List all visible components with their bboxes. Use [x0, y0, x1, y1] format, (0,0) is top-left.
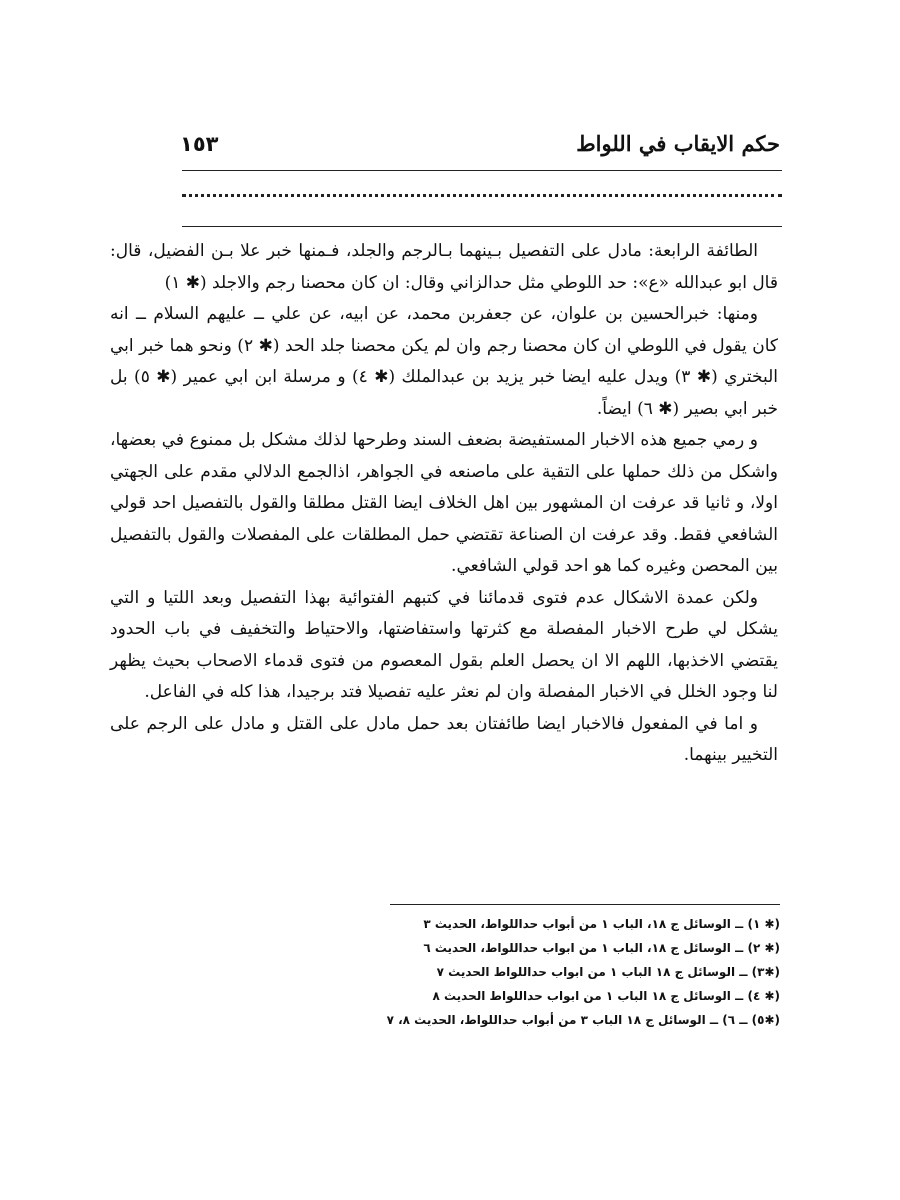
footnote: (✱٣) ــ الوسائل ج ١٨ الباب ١ من ابواب حداللواط الحديث ٧	[436, 965, 780, 979]
paragraph: و اما في المفعول فالاخبار ايضا طائفتان بعد حمل مادل على القتل و مادل على الرجم على التخيير بينهما.	[110, 713, 778, 765]
page-number: ١٥٣	[180, 132, 219, 156]
footnote: (✱ ٤) ــ الوسائل ج ١٨ الباب ١ من ابواب حداللواط الحديث ٨	[432, 989, 780, 1003]
paragraph: ومنها: خبرالحسين بن علوان، عن جعفربن محمد، عن ابيه، عن علي ــ عليهم السلام ــ انه كان يقول في اللوطي ان كان محصنا رجم وان لم يكن محصنا جلد الحد (✱ ٢) ونحو هما خبر ابي البختري (✱ ٣) ويدل عليه ايضا خبر يزيد بن عبدالملك (✱ ٤) و مرسلة ابن ابي عمير (✱ ٥) بل خبر ابي بصير (✱ ٦) ايضاً.	[110, 304, 779, 419]
footnotes	[300, 912, 780, 1032]
page-title: حكم الايقاب في اللواط	[576, 131, 780, 156]
dotted-separator	[182, 194, 782, 197]
paragraph: و رمي جميع هذه الاخبار المستفيضة بضعف السند وطرحها لذلك مشكل بل ممنوع في بعضها، واشكل من ذلك حملها على التقية على ماصنعه في الجواهر، اذالجمع الدلالي مقدم على الجهتي اولا، و ثانيا قد عرفت ان المشهور بين اهل الخلاف ايضا القتل مطلقا والقول بالتفصيل احد قولي الشافعي فقط. وقد عرفت ان الصناعة تقتضي حمل المطلقات على المفصلات والقول بالتفصيل بين المحصن وغيره كما هو احد قولي الشافعي.	[110, 430, 778, 576]
footnote-rule	[390, 904, 780, 905]
header-rule	[182, 170, 782, 171]
running-header	[180, 128, 780, 164]
paragraph: ولكن عمدة الاشكال عدم فتوى قدمائنا في كتبهم الفتوائية بهذا التفصيل وبعد اللتيا و التي يشكل لي طرح الاخبار المفصلة مع كثرتها واستفاضتها، والاحتياط والتخفيف في باب الحدود يقتضي الاخذبها، اللهم الا ان يحصل العلم بقول المعصوم من فتوى قدماء الاصحاب بحيث يظهر لنا وجود الخلل في الاخبار المفصلة وان لم نعثر عليه تفصيلا فتد برجيدا، هذا كله في الفاعل.	[110, 587, 778, 702]
separator-rule	[182, 226, 782, 227]
footnote: (✱ ١) ــ الوسائل ج ١٨، الباب ١ من أبواب حداللواط، الحديث ٣	[423, 917, 780, 931]
main-text	[110, 236, 778, 772]
paragraph: الطائفة الرابعة: مادل على التفصيل بـينهما بـالرجم والجلد، فـمنها خبر علا بـن الفضيل، قال: قال ابو عبدالله «ع»: حد اللوطي مثل حدالزاني وقال: ان كان محصنا رجم والاجلد (✱ ١)	[110, 241, 778, 293]
footnote: (✱ ٢) ــ الوسائل ج ١٨، الباب ١ من ابواب حداللواط، الحديث ٦	[423, 941, 780, 955]
footnote: (✱٥) ــ ٦) ــ الوسائل ج ١٨ الباب ٣ من أبواب حداللواط، الحديث ٨، ٧	[386, 1013, 780, 1027]
